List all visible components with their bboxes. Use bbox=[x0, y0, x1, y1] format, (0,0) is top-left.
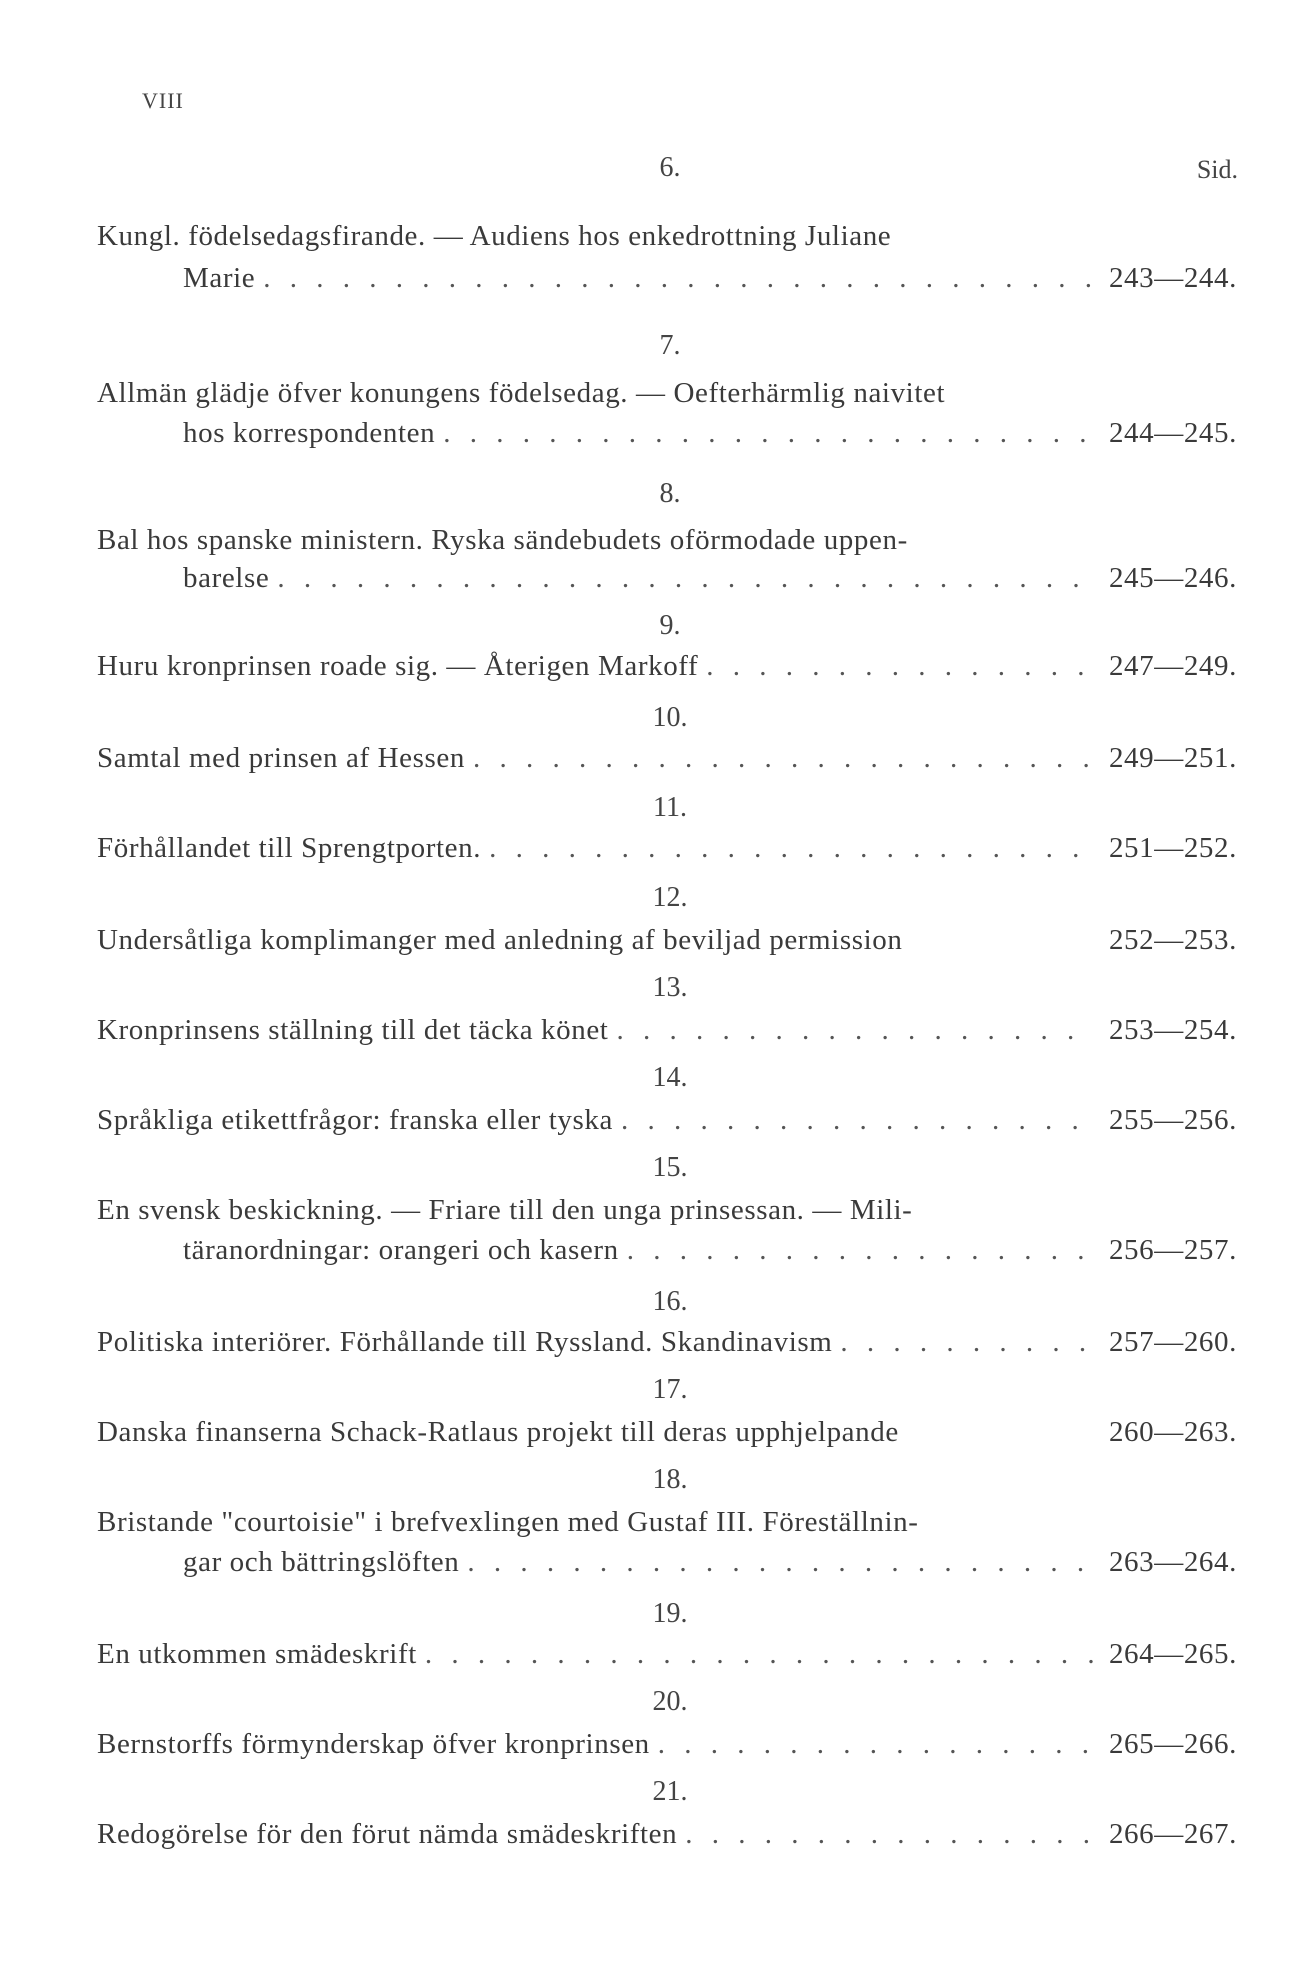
section-number: 14. bbox=[652, 1062, 688, 1093]
entry-title: täranordningar: orangeri och kasern bbox=[183, 1234, 619, 1266]
entry-pages: 260—263. bbox=[1108, 1416, 1237, 1448]
section-number: 8. bbox=[659, 478, 681, 509]
entry-title: Redogörelse för den förut nämda smädeskriften bbox=[97, 1818, 678, 1850]
entry-line bbox=[97, 1636, 1237, 1672]
dot-leader bbox=[627, 1232, 1093, 1268]
entry-title: Huru kronprinsen roade sig. — Återigen Markoff bbox=[97, 650, 699, 682]
entry-line bbox=[97, 375, 1237, 411]
entry-pages: 264—265. bbox=[1108, 1638, 1237, 1670]
dot-leader bbox=[443, 415, 1093, 451]
dot-leader bbox=[685, 1816, 1093, 1852]
section-number: 21. bbox=[652, 1776, 688, 1807]
entry-title: Marie bbox=[183, 262, 256, 294]
entry-line bbox=[97, 1102, 1237, 1138]
section-number: 20. bbox=[652, 1686, 688, 1717]
entry-line bbox=[97, 1192, 1237, 1228]
entry-line bbox=[97, 740, 1237, 776]
entry-pages: 253—254. bbox=[1108, 1014, 1237, 1046]
entry-pages: 252—253. bbox=[1108, 924, 1237, 956]
entry-pages: 245—246. bbox=[1108, 562, 1237, 594]
entry-pages: 244—245. bbox=[1108, 417, 1237, 449]
entry-line bbox=[97, 648, 1237, 684]
entry-title: gar och bättringslöften bbox=[183, 1546, 460, 1578]
entry-line bbox=[97, 1726, 1237, 1762]
section-number: 12. bbox=[652, 882, 688, 913]
entry-line bbox=[97, 1324, 1237, 1360]
entry-pages: 255—256. bbox=[1108, 1104, 1237, 1136]
section-number: 18. bbox=[652, 1464, 688, 1495]
dot-leader bbox=[425, 1636, 1093, 1672]
entry-title: Allmän glädje öfver konungens födelsedag. — Oefterhärmlig naivitet bbox=[97, 377, 946, 409]
dot-leader bbox=[489, 830, 1093, 866]
entry-line bbox=[183, 560, 1237, 596]
dot-leader bbox=[263, 260, 1093, 296]
entry-title: Bristande "courtoisie" i brefvexlingen med Gustaf III. Föreställnin- bbox=[97, 1506, 919, 1538]
entry-pages: 265—266. bbox=[1108, 1728, 1237, 1760]
section-number: 9. bbox=[659, 610, 681, 641]
entry-title: Förhållandet till Sprengtporten. bbox=[97, 832, 482, 864]
entry-pages: 243—244. bbox=[1108, 262, 1237, 294]
section-number: 11. bbox=[653, 792, 687, 823]
dot-leader bbox=[616, 1012, 1093, 1048]
section-number: 19. bbox=[652, 1598, 688, 1629]
entry-title: Danska finanserna Schack-Ratlaus projekt till deras upphjelpande bbox=[97, 1416, 899, 1448]
entry-title: En svensk beskickning. — Friare till den unga prinsessan. — Mili- bbox=[97, 1194, 913, 1226]
section-number: 17. bbox=[652, 1374, 688, 1405]
entry-pages: 257—260. bbox=[1108, 1326, 1237, 1358]
entry-title: Politiska interiörer. Förhållande till Ryssland. Skandinavism bbox=[97, 1326, 833, 1358]
entry-title: Undersåtliga komplimanger med anledning af beviljad permission bbox=[97, 924, 903, 956]
section-number: 7. bbox=[659, 330, 681, 361]
entry-title: En utkommen smädeskrift bbox=[97, 1638, 417, 1670]
entry-line bbox=[97, 522, 1237, 558]
entry-pages: 266—267. bbox=[1108, 1818, 1237, 1850]
entry-pages: 263—264. bbox=[1108, 1546, 1237, 1578]
dot-leader bbox=[658, 1726, 1093, 1762]
entry-line bbox=[97, 922, 1237, 958]
page-number: VIII bbox=[142, 88, 184, 113]
entry-pages: 249—251. bbox=[1108, 742, 1237, 774]
dot-leader bbox=[473, 740, 1093, 776]
section-number: 16. bbox=[652, 1286, 688, 1317]
entry-title: barelse bbox=[183, 562, 270, 594]
entry-line bbox=[97, 1816, 1237, 1852]
dot-leader bbox=[621, 1102, 1093, 1138]
section-number: 6. bbox=[659, 152, 681, 183]
entry-pages: 247—249. bbox=[1108, 650, 1237, 682]
section-number: 13. bbox=[652, 972, 688, 1003]
entry-title: Kronprinsens ställning till det täcka könet bbox=[97, 1014, 609, 1046]
entry-line bbox=[183, 1232, 1237, 1268]
entry-line bbox=[97, 1414, 1237, 1450]
dot-leader bbox=[277, 560, 1093, 596]
entry-line bbox=[183, 1544, 1237, 1580]
entry-pages: 251—252. bbox=[1108, 832, 1237, 864]
entry-line bbox=[183, 260, 1237, 296]
entry-title: Bernstorffs förmynderskap öfver kronprinsen bbox=[97, 1728, 650, 1760]
dot-leader bbox=[706, 648, 1093, 684]
page-column-label: Sid. bbox=[1196, 155, 1238, 184]
entry-title: hos korrespondenten bbox=[183, 417, 436, 449]
entry-line bbox=[97, 1504, 1237, 1540]
dot-leader bbox=[840, 1324, 1093, 1360]
section-number: 10. bbox=[652, 702, 688, 733]
section-number: 15. bbox=[652, 1152, 688, 1183]
entry-line bbox=[97, 1012, 1237, 1048]
entry-line bbox=[97, 218, 1237, 254]
entry-title: Bal hos spanske ministern. Ryska sändebudets oförmodade uppen- bbox=[97, 524, 908, 556]
entry-line bbox=[97, 830, 1237, 866]
dot-leader bbox=[467, 1544, 1093, 1580]
entry-title: Samtal med prinsen af Hessen bbox=[97, 742, 465, 774]
entry-pages: 256—257. bbox=[1108, 1234, 1237, 1266]
entry-title: Språkliga etikettfrågor: franska eller tyska bbox=[97, 1104, 613, 1136]
entry-line bbox=[183, 415, 1237, 451]
entry-title: Kungl. födelsedagsfirande. — Audiens hos enkedrottning Juliane bbox=[97, 220, 892, 252]
